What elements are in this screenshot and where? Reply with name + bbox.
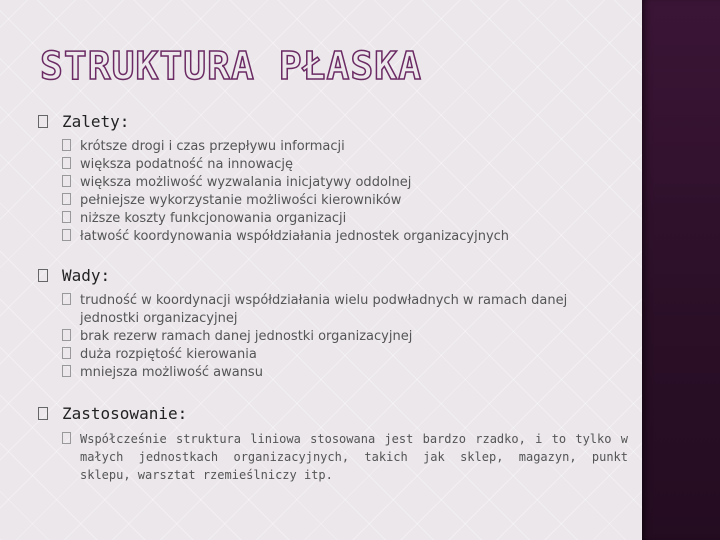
section-zalety	[38, 112, 628, 246]
list-item: łatwość koordynowania współdziałania jednostek organizacyjnych	[62, 228, 628, 246]
sub-bullet-box-icon	[62, 139, 71, 151]
section-heading: Zastosowanie:	[62, 404, 188, 423]
sub-bullet-box-icon	[62, 432, 71, 444]
sub-bullet-box-icon	[62, 329, 71, 341]
list-item: pełniejsze wykorzystanie możliwości kierowników	[62, 192, 628, 210]
section-heading-row	[38, 112, 628, 136]
list-item: Współcześnie struktura liniowa stosowana jest bardzo rzadko, i to tylko w małych jednostkach organizacyjnych, takich jak sklep, magazyn, punkt sklepu, warsztat rzemieślniczy itp.	[62, 430, 628, 484]
section-wady	[38, 266, 628, 382]
list-item: niższe koszty funkcjonowania organizacji	[62, 210, 628, 228]
section-zastosowanie	[38, 404, 628, 484]
sub-bullet-box-icon	[62, 365, 71, 377]
list-item: duża rozpiętość kierowania	[62, 346, 628, 364]
slide-content	[38, 112, 628, 502]
list-item: trudność w koordynacji współdziałania wielu podwładnych w ramach danej jednostki organizacyjnej	[62, 292, 628, 328]
sub-bullet-box-icon	[62, 347, 71, 359]
bullet-list	[38, 292, 628, 382]
list-item: brak rezerw ramach danej jednostki organizacyjnej	[62, 328, 628, 346]
sub-bullet-box-icon	[62, 293, 71, 305]
bullet-box-icon	[38, 115, 48, 128]
slide-title: STRUKTURA PŁASKA	[40, 44, 423, 88]
sub-bullet-box-icon	[62, 193, 71, 205]
bullet-list	[38, 430, 628, 484]
sub-bullet-box-icon	[62, 175, 71, 187]
list-item: mniejsza możliwość awansu	[62, 364, 628, 382]
sub-bullet-box-icon	[62, 157, 71, 169]
section-heading-row	[38, 404, 628, 428]
sub-bullet-box-icon	[62, 211, 71, 223]
section-heading: Wady:	[62, 266, 111, 285]
list-item: większa podatność na innowację	[62, 156, 628, 174]
section-heading: Zalety:	[62, 112, 130, 131]
sub-bullet-box-icon	[62, 229, 71, 241]
section-heading-row	[38, 266, 628, 290]
list-item: większa możliwość wyzwalania inicjatywy oddolnej	[62, 174, 628, 192]
bullet-box-icon	[38, 407, 48, 420]
decorative-sidebar	[642, 0, 720, 540]
bullet-box-icon	[38, 269, 48, 282]
bullet-list	[38, 138, 628, 246]
list-item: krótsze drogi i czas przepływu informacji	[62, 138, 628, 156]
